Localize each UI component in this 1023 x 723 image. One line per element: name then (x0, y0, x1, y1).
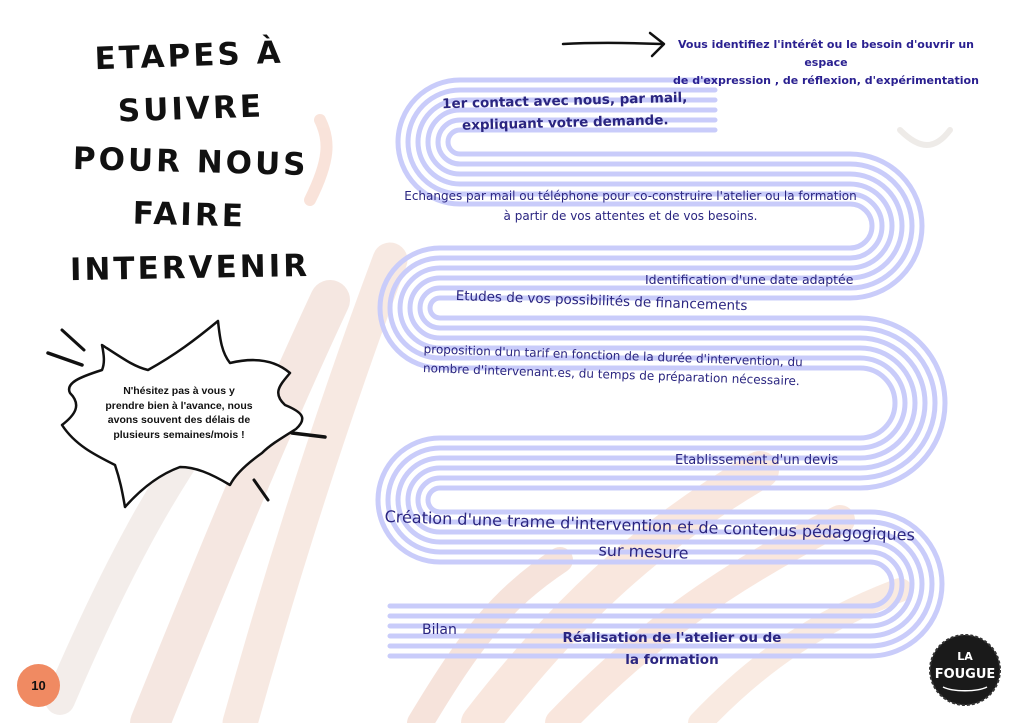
step-first-contact-line-1: 1er contact avec nous, par mail, (441, 89, 688, 113)
intro-note (664, 36, 988, 90)
svg-text:FOUGUE: FOUGUE (934, 667, 996, 682)
page-number-badge: 10 (17, 664, 60, 707)
svg-text:LA: LA (957, 650, 973, 663)
intro-note-line-1: Vous identifiez l'intérêt ou le besoin d'ouvrir un espace (678, 38, 974, 69)
step-delivery-line-1: Réalisation de l'atelier ou de (562, 630, 782, 646)
step-delivery (552, 627, 792, 671)
title-line-3: INTERVENIR (69, 247, 311, 289)
step-content-design-line-2: sur mesure (598, 540, 689, 563)
step-date-identification: Identification d'une date adaptée (645, 272, 854, 287)
step-first-contact (439, 87, 690, 138)
page-title (40, 30, 340, 295)
step-funding-study: Etudes de vos possibilités de financements (455, 288, 748, 315)
callout-line-4: plusieurs semaines/mois ! (113, 428, 245, 441)
step-review: Bilan (422, 622, 457, 638)
callout-line-1: N'hésitez pas à vous y (123, 385, 235, 397)
step-pricing-proposal: proposition d'un tarif en fonction de la durée d'intervention, du nombre d'intervenant.es, du temps de préparation nécessaire. (422, 341, 803, 389)
intro-note-line-2: de d'expression , de réflexion, d'expérimentation (673, 74, 979, 87)
step-delivery-line-2: la formation (625, 652, 719, 668)
title-line-1: ETAPES À SUIVRE (94, 34, 285, 130)
callout-line-3: avons souvent des délais de (107, 414, 251, 426)
step-first-contact-line-2: expliquant votre demande. (461, 112, 669, 134)
title-line-2: POUR NOUS FAIRE (72, 140, 309, 235)
step-exchanges (388, 186, 873, 226)
la-fougue-logo-icon (925, 632, 1005, 708)
step-content-design-line-1: Création d'une trame d'intervention et de contenus pédagogiques (384, 506, 916, 545)
callout-line-2: prendre bien à l'avance, nous (105, 399, 253, 412)
step-exchanges-line-2: à partir de vos attentes et de vos besoins. (503, 209, 758, 223)
callout-advance-notice (96, 384, 262, 442)
arrow-right-icon (560, 30, 670, 60)
step-quote: Etablissement d'un devis (675, 453, 839, 468)
step-exchanges-line-1: Echanges par mail ou téléphone pour co-construire l'atelier ou la formation (404, 189, 857, 203)
